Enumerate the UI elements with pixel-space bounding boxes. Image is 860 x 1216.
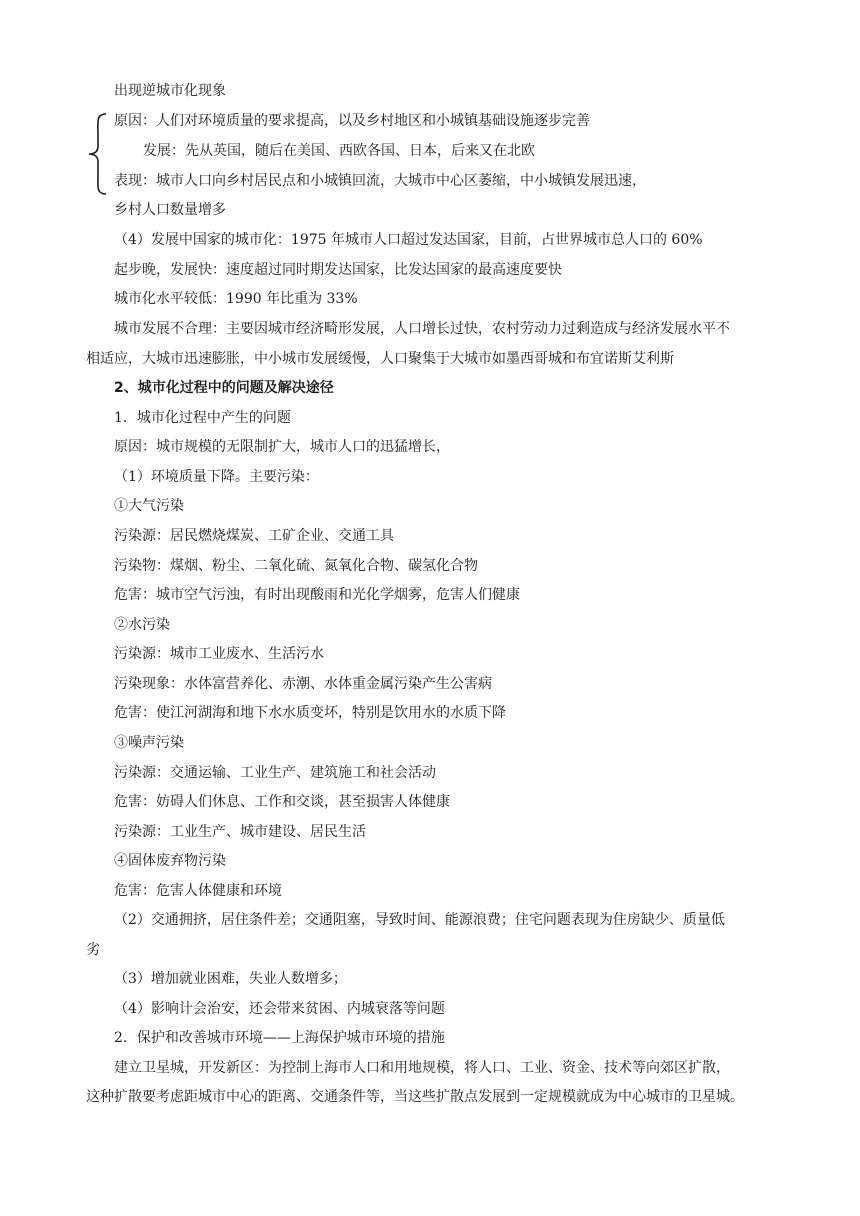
text-line: 污染源：城市工业废水、生活污水 xyxy=(114,646,324,662)
text-line: （4）发展中国家的城市化：1975 年城市人口超过发达国家，目前，占世界城市总人口的 60% xyxy=(114,232,703,248)
curly-brace-icon xyxy=(84,112,114,196)
text-line: 城市化水平较低：1990 年比重为 33% xyxy=(114,291,358,307)
text-line: （4）影响计会治安，还会带来贫困、内城衰落等问题 xyxy=(114,1001,445,1017)
text-line: 乡村人口数量增多 xyxy=(114,202,226,218)
text-line: 原因：城市规模的无限制扩大，城市人口的迅猛增长， xyxy=(114,439,450,455)
text-line: 污染源：工业生产、城市建设、居民生活 xyxy=(114,824,366,840)
section-heading: 2、城市化过程中的问题及解决途径 xyxy=(114,380,334,396)
subsection-heading: 2．保护和改善城市环境——上海保护城市环境的措施 xyxy=(114,1030,445,1046)
text-line: 危害：妨碍人们休息、工作和交谈，甚至损害人体健康 xyxy=(114,794,450,810)
text-line: 劣 xyxy=(86,942,100,958)
text-line: 城市发展不合理：主要因城市经济畸形发展，人口增长过快，农村劳动力过剩造成与经济发展水平不 xyxy=(114,321,730,337)
text-line: ③噪声污染 xyxy=(114,735,184,751)
text-line: 原因：人们对环境质量的要求提高，以及乡村地区和小城镇基础设施逐步完善 xyxy=(114,113,590,129)
text-line: ①大气污染 xyxy=(114,498,184,514)
text-line: 建立卫星城，开发新区：为控制上海市人口和用地规模，将人口、工业、资金、技术等向郊区扩散， xyxy=(114,1060,730,1076)
text-line: 危害：危害人体健康和环境 xyxy=(114,883,282,899)
subsection-heading: 1．城市化过程中产生的问题 xyxy=(114,410,291,426)
text-line: （3）增加就业困难，失业人数增多； xyxy=(114,971,347,987)
text-line: 危害：城市空气污浊，有时出现酸雨和光化学烟雾，危害人们健康 xyxy=(114,587,520,603)
text-line: 相适应，大城市迅速膨胀，中小城市发展缓慢，人口聚集于大城市如墨西哥城和布宜诺斯艾利斯 xyxy=(86,351,674,367)
text-line: （2）交通拥挤，居住条件差；交通阻塞，导致时间、能源浪费；住宅问题表现为住房缺少、质量低 xyxy=(114,912,725,928)
text-line: ②水污染 xyxy=(114,617,170,633)
text-line: 起步晚，发展快：速度超过同时期发达国家，比发达国家的最高速度要快 xyxy=(114,262,562,278)
text-line: 危害：使江河湖海和地下水水质变坏，特别是饮用水的水质下降 xyxy=(114,705,506,721)
text-line: 表现：城市人口向乡村居民点和小城镇回流，大城市中心区萎缩，中小城镇发展迅速， xyxy=(114,173,646,189)
text-line: 发展：先从英国，随后在美国、西欧各国、日本，后来又在北欧 xyxy=(143,143,535,159)
text-line: 污染物：煤烟、粉尘、二氧化硫、氮氧化合物、碳氢化合物 xyxy=(114,558,478,574)
text-line: ④固体废弃物污染 xyxy=(114,853,226,869)
text-line: 污染源：居民燃烧煤炭、工矿企业、交通工具 xyxy=(114,528,394,544)
text-line: 污染现象：水体富营养化、赤潮、水体重金属污染产生公害病 xyxy=(114,676,492,692)
text-line: 污染源：交通运输、工业生产、建筑施工和社会活动 xyxy=(114,765,436,781)
text-line: 出现逆城市化现象 xyxy=(114,83,226,99)
text-line: （1）环境质量下降。主要污染： xyxy=(114,469,319,485)
text-line: 这种扩散要考虑距城市中心的距离、交通条件等，当这些扩散点发展到一定规模就成为中心城市的卫星城。 xyxy=(86,1089,744,1105)
